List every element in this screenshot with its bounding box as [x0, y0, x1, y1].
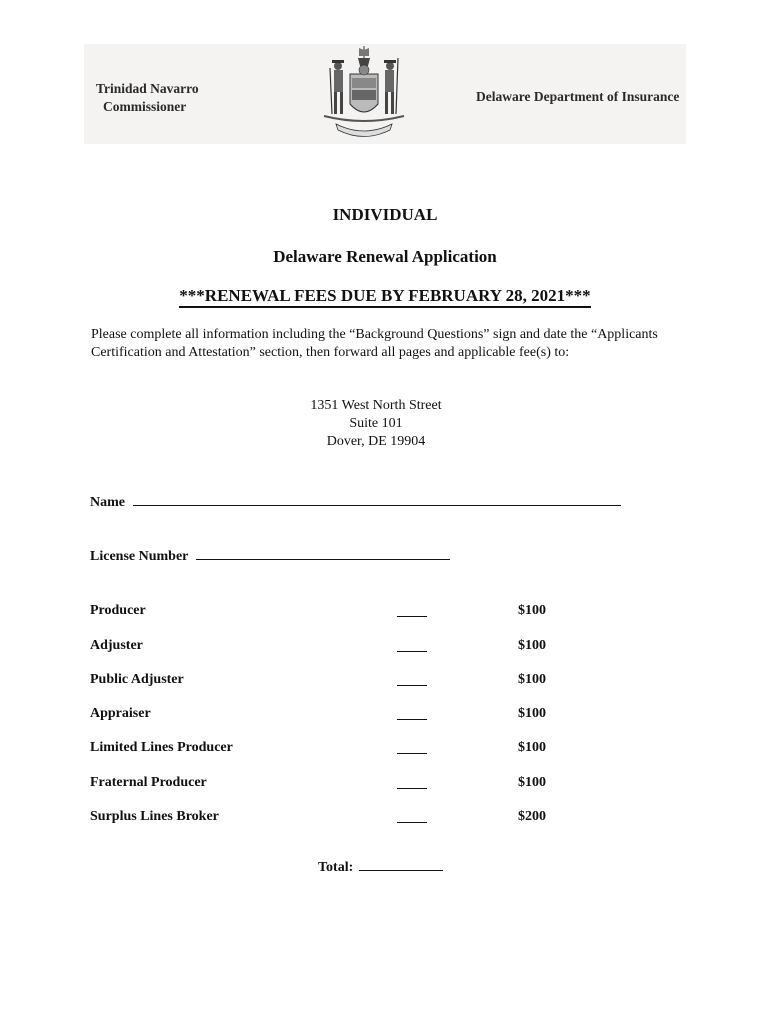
fee-checkbox-line[interactable]: [397, 822, 427, 823]
fee-label: Surplus Lines Broker: [90, 809, 219, 824]
fees-due-notice: [0, 286, 770, 306]
commissioner-name: Trinidad Navarro: [96, 81, 199, 96]
fee-checkbox-line[interactable]: [397, 616, 427, 617]
fee-row-adjuster: [90, 638, 570, 658]
fee-amount: $200: [518, 809, 546, 824]
fee-checkbox-line[interactable]: [397, 788, 427, 789]
name-label: Name: [90, 495, 125, 510]
fee-row-public-adjuster: [90, 672, 570, 692]
fee-label: Appraiser: [90, 706, 151, 721]
fee-label: Public Adjuster: [90, 672, 184, 687]
total-field: [318, 856, 443, 876]
fee-row-fraternal-producer: [90, 775, 570, 795]
fee-amount: $100: [518, 706, 546, 721]
address-suite: Suite 101: [349, 416, 403, 431]
total-input-line[interactable]: [359, 856, 443, 871]
fee-row-producer: [90, 603, 570, 623]
mailing-address: [0, 397, 752, 451]
fee-checkbox-line[interactable]: [397, 719, 427, 720]
address-city: Dover, DE 19904: [326, 434, 426, 449]
form-heading: INDIVIDUAL: [332, 205, 438, 224]
instructions-text: Please complete all information including the “Background Questions” sign and date the “Applicants Certification and Attestation” section, then forward all pages and applicable fee(s) to:: [91, 327, 658, 360]
fee-label: Limited Lines Producer: [90, 740, 233, 755]
name-field: [90, 491, 621, 511]
name-input-line[interactable]: [133, 491, 621, 506]
total-label: Total:: [318, 860, 354, 875]
delaware-seal-icon: [314, 44, 414, 144]
license-number-input-line[interactable]: [196, 545, 450, 560]
fee-amount: $100: [518, 638, 546, 653]
fee-label: Adjuster: [90, 638, 143, 653]
fee-checkbox-line[interactable]: [397, 753, 427, 754]
license-number-label: License Number: [90, 549, 189, 564]
fee-checkbox-line[interactable]: [397, 685, 427, 686]
fee-amount: $100: [518, 775, 546, 790]
license-number-field: [90, 545, 450, 565]
fee-row-appraiser: [90, 706, 570, 726]
fee-row-limited-lines-producer: [90, 740, 570, 760]
fee-label: Fraternal Producer: [90, 775, 207, 790]
fee-row-surplus-lines-broker: [90, 809, 570, 829]
fee-amount: $100: [518, 740, 546, 755]
fee-checkbox-line[interactable]: [397, 651, 427, 652]
fees-due-text: ***RENEWAL FEES DUE BY FEBRUARY 28, 2021***: [179, 286, 590, 308]
department-name: Delaware Department of Insurance: [476, 89, 680, 104]
commissioner-block: [96, 80, 199, 116]
fee-amount: $100: [518, 672, 546, 687]
letterhead: [84, 44, 686, 144]
commissioner-title: Commissioner: [103, 99, 187, 114]
fee-label: Producer: [90, 603, 146, 618]
fee-amount: $100: [518, 603, 546, 618]
address-street: 1351 West North Street: [310, 398, 442, 413]
form-title: Delaware Renewal Application: [273, 247, 497, 266]
